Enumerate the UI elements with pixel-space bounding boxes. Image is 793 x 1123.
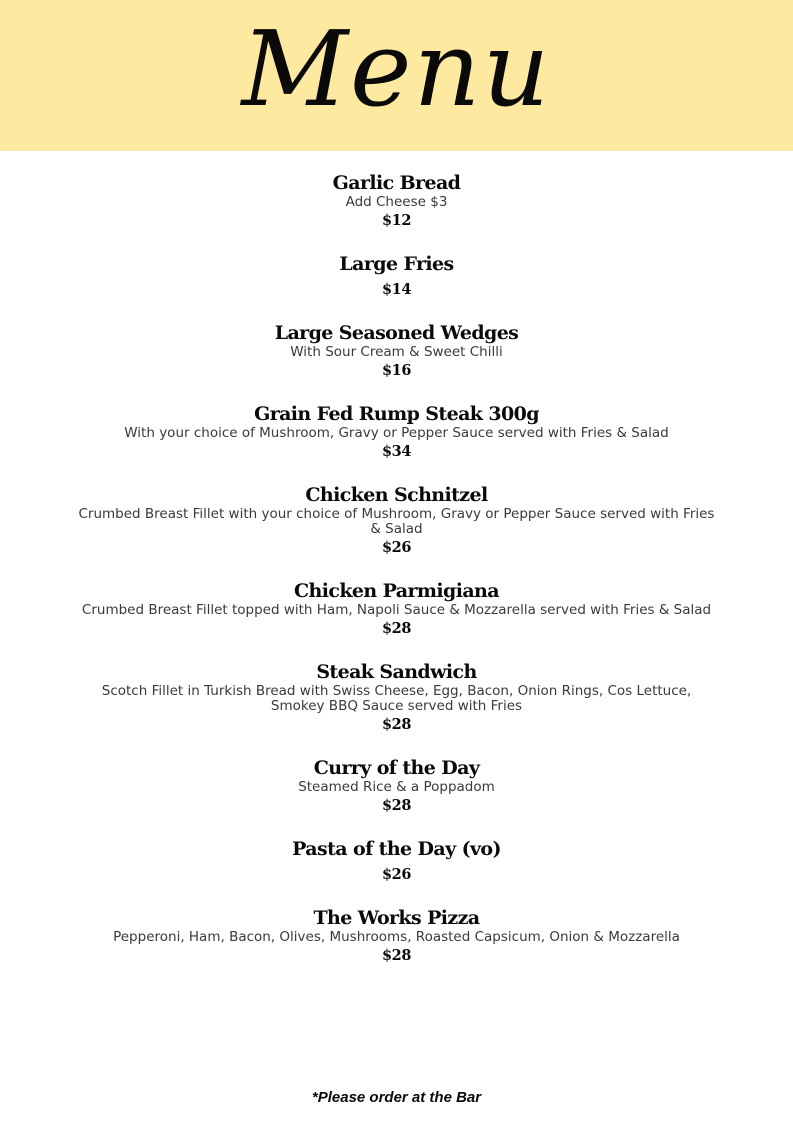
- menu-item-price: $12: [381, 212, 412, 229]
- menu-item: [0, 753, 793, 817]
- menu-item-name: Garlic Bread: [332, 172, 461, 194]
- menu-item-name: Grain Fed Rump Steak 300g: [254, 403, 539, 425]
- menu-item-price: $28: [381, 947, 412, 964]
- menu-item-name: Curry of the Day: [313, 757, 480, 779]
- menu-item-name: Pasta of the Day (vo): [292, 838, 501, 860]
- menu-item-description: Scotch Fillet in Turkish Bread with Swiss Cheese, Egg, Bacon, Onion Rings, Cos Lettuce, Smokey BBQ Sauce served with Fries: [101, 683, 692, 714]
- menu-item-name: Chicken Parmigiana: [294, 580, 499, 602]
- menu-title: Menu: [241, 8, 552, 130]
- menu-item: [0, 576, 793, 640]
- menu-item-price: $16: [381, 362, 412, 379]
- order-note: *Please order at the Bar: [311, 1089, 482, 1106]
- menu-item-description: Steamed Rice & a Poppadom: [298, 779, 495, 795]
- menu-item-name: Chicken Schnitzel: [305, 484, 488, 506]
- menu-item: [0, 168, 793, 232]
- menu-item-price: $28: [381, 716, 412, 733]
- menu-item-price: $26: [381, 539, 412, 556]
- menu-item-price: $28: [381, 620, 412, 637]
- menu-item-description: Add Cheese $3: [345, 194, 448, 210]
- menu-header-banner: [0, 0, 793, 151]
- menu-item: [0, 399, 793, 463]
- menu-item-name: Large Fries: [339, 253, 454, 275]
- menu-item: [0, 249, 793, 301]
- menu-item-price: $34: [381, 443, 412, 460]
- menu-item: [0, 657, 793, 736]
- menu-item: [0, 834, 793, 886]
- menu-item-description: With Sour Cream & Sweet Chilli: [290, 344, 503, 360]
- menu-item: [0, 480, 793, 559]
- menu-item: [0, 903, 793, 967]
- menu-item-name: The Works Pizza: [313, 907, 480, 929]
- menu-item-description: With your choice of Mushroom, Gravy or Pepper Sauce served with Fries & Salad: [124, 425, 669, 441]
- menu-item-description: Crumbed Breast Fillet with your choice of Mushroom, Gravy or Pepper Sauce served with Fries & Salad: [78, 506, 715, 537]
- menu-item-price: $14: [381, 281, 412, 298]
- menu-item-price: $26: [381, 866, 412, 883]
- menu-list: [0, 168, 793, 984]
- menu-item-name: Large Seasoned Wedges: [274, 322, 519, 344]
- menu-item: [0, 318, 793, 382]
- menu-item-price: $28: [381, 797, 412, 814]
- menu-item-name: Steak Sandwich: [316, 661, 477, 683]
- menu-item-description: Pepperoni, Ham, Bacon, Olives, Mushrooms, Roasted Capsicum, Onion & Mozzarella: [113, 929, 680, 945]
- menu-item-description: Crumbed Breast Fillet topped with Ham, Napoli Sauce & Mozzarella served with Fries & Salad: [81, 602, 712, 618]
